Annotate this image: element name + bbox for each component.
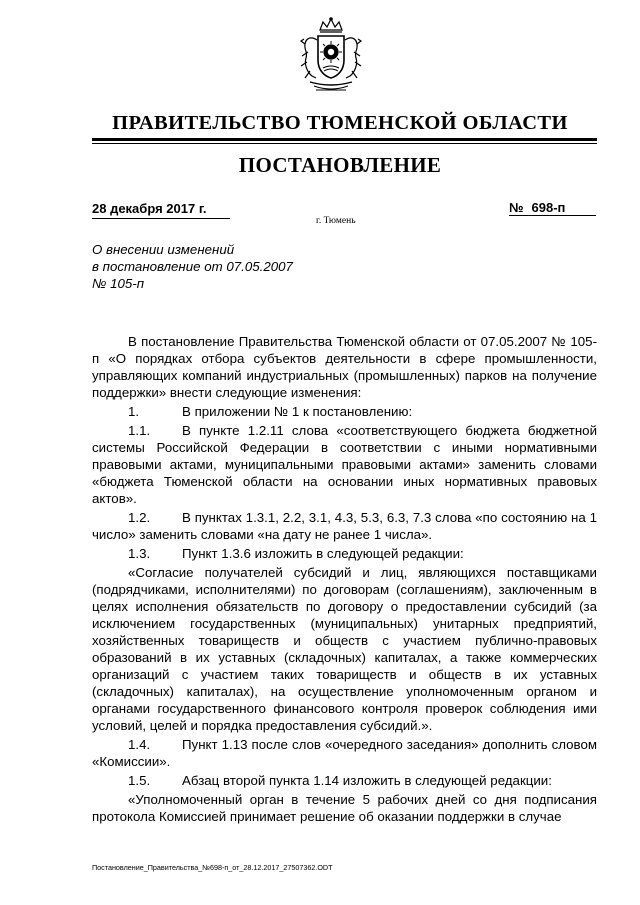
number-sign: №	[509, 200, 524, 215]
document-subject	[92, 241, 352, 292]
list-item	[92, 772, 597, 789]
document-number: 698-п	[531, 200, 566, 215]
quoted-paragraph: «Согласие получателей субсидий и лиц, являющихся поставщиками (подрядчиками, исполнителями) по договорам (соглашениям), заключенным в целях исполнения обязательств по договору о предоставлении субсидий (за исключением государственных (муниципальных) унитарных предприятий, хозяйственных товариществ и обществ с участием публично-правовых образований в их уставных (складочных) капиталах, а также коммерческих организаций с участием таких товариществ и обществ в их уставных (складочных) капиталах), на осуществление уполномоченным органом и органами государственного финансового контроля проверок соблюдения ими условий, целей и порядка предоставления субсидий.».	[92, 565, 597, 733]
subject-line: № 105-п	[92, 276, 145, 291]
item-text: Пункт 1.3.6 изложить в следующей редакции:	[182, 546, 464, 561]
item-number: 1.4.	[128, 737, 151, 752]
list-item	[92, 509, 597, 543]
document-date-field	[92, 200, 230, 219]
intro-paragraph: В постановление Правительства Тюменской области от 07.05.2007 № 105-п «О порядках отбора субъектов деятельности в сфере промышленности, управляющих компаний индустриальных (промышленных) парков на получение поддержки» внести следующие изменения:	[92, 334, 597, 400]
subject-line: О внесении изменений	[92, 242, 235, 257]
document-date: 28 декабря 2017 г.	[92, 201, 207, 216]
document-number-field	[509, 200, 596, 216]
item-text: В пунктах 1.3.1, 2.2, 3.1, 4.3, 5.3, 6.3, 7.3 слова «по состоянию на 1 число» заменить словами «на дату не ранее 1 числа».	[92, 510, 597, 542]
item-number: 1.3.	[128, 546, 151, 561]
header-rule-thin	[92, 143, 597, 144]
organization-title: ПРАВИТЕЛЬСТВО ТЮМЕНСКОЙ ОБЛАСТИ	[112, 112, 568, 134]
item-number: 1.	[128, 404, 140, 419]
item-number: 1.2.	[128, 510, 151, 525]
item-text: Пункт 1.13 после слов «очередного заседания» дополнить словом «Комиссии».	[92, 737, 597, 769]
header-rule-thick	[92, 138, 597, 141]
list-item	[92, 422, 597, 507]
document-type-heading: ПОСТАНОВЛЕНИЕ	[238, 153, 442, 177]
item-text: Абзац второй пункта 1.14 изложить в следующей редакции:	[182, 773, 552, 788]
item-text: В приложении № 1 к постановлению:	[182, 404, 413, 419]
item-text: В пункте 1.2.11 слова «соответствующего бюджета бюджетной системы Российской Федерации в соответствии с иными нормативными правовыми актами, муниципальными правовыми актами» заменить словами «бюджета Тюменской области на основании иных нормативных правовых актов».	[92, 423, 597, 506]
list-item	[92, 403, 597, 420]
document-body	[92, 333, 597, 827]
quoted-paragraph: «Уполномоченный орган в течение 5 рабочих дней со дня подписания протокола Комиссией принимает решение об оказании поддержки в случае	[92, 792, 597, 824]
issue-city: г. Тюмень	[316, 216, 356, 226]
tyumen-region-coat-of-arms-icon	[296, 16, 366, 100]
subject-line: в постановление от 07.05.2007	[92, 259, 293, 274]
list-item	[92, 736, 597, 770]
list-item	[92, 545, 597, 562]
footer-filename: Постановление_Правительства_№698-п_от_28.12.2017_27507362.ODT	[92, 863, 333, 872]
item-number: 1.1.	[128, 423, 151, 438]
item-number: 1.5.	[128, 773, 151, 788]
